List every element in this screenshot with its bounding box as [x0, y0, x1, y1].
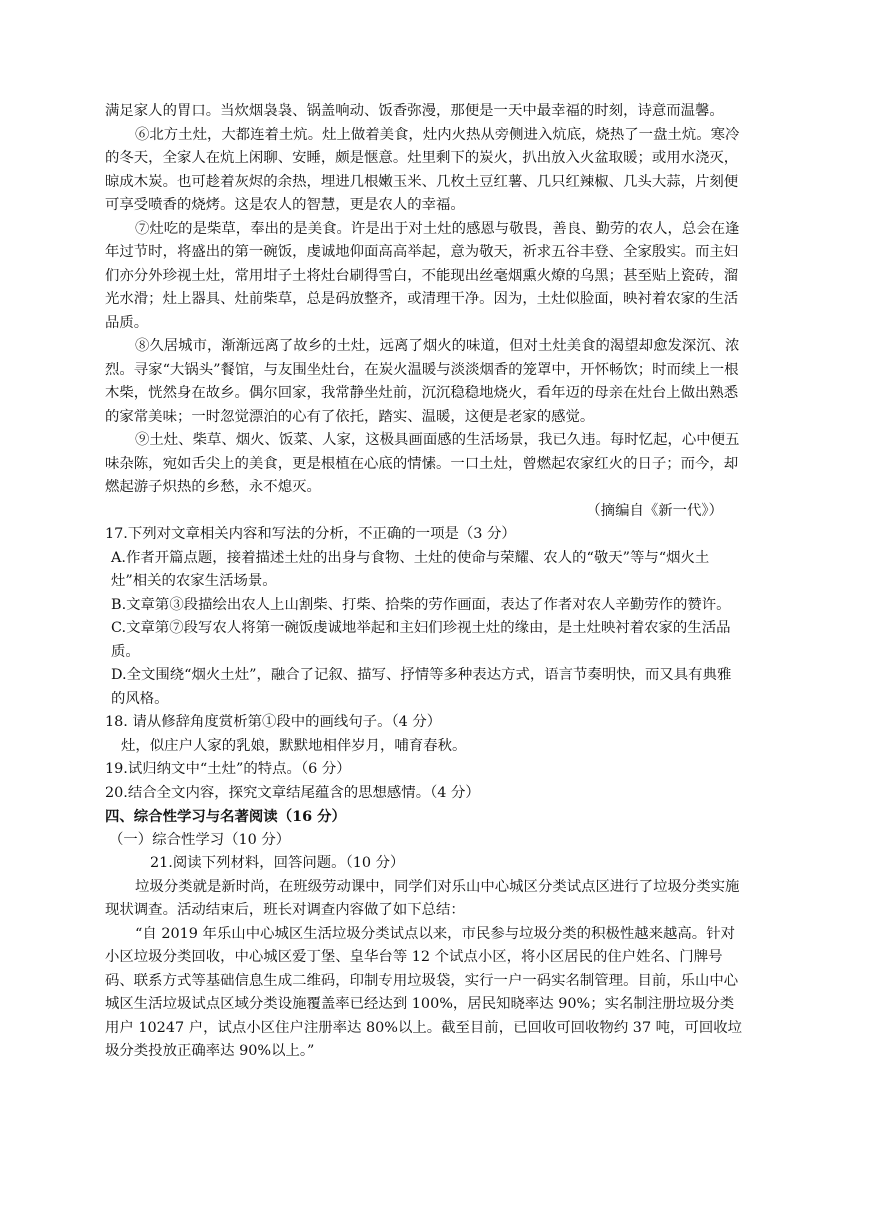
question-18-quoted-sentence: 灶，似庄户人家的乳娘，默默地相伴岁月，哺育春秋。: [121, 737, 467, 754]
paragraph-7: ⑦灶吃的是柴草，奉出的是美食。许是出于对土灶的感恩与敬畏，善良、勤劳的农人，总会在逢年过节时，将盛出的第一碗饭，虔诚地仰面高高举起，意为敬天，祈求五谷丰登、全家殷实。而主妇们亦分外珍视土灶，常用坩子土将灶台刷得雪白，不能现出丝毫烟熏火燎的乌黑；甚至贴上瓷砖，溜光水滑；灶上器具、灶前柴草，总是码放整齐，或清理干净。因为，土灶似脸面，映衬着农家的生活品质。: [105, 220, 740, 331]
paragraph-9: ⑨土灶、柴草、烟火、饭菜、人家，这极具画面感的生活场景，我已久违。每时忆起，心中便五味杂陈，宛如舌尖上的美食，更是根植在心底的情愫。一口土灶，曾燃起农家红火的日子；而今，却燃起游子炽热的乡愁，永不熄灭。: [105, 432, 740, 495]
question-18: 18. 请从修辞角度赏析第①段中的画线句子。（4 分）: [105, 714, 442, 730]
document-page: [105, 100, 743, 1064]
question-17-option-a: A.作者开篇点题，接着描述土灶的出身与食物、土灶的使命与荣耀、农人的“敬天”等与“烟火土灶”相关的农家生活场景。: [111, 549, 710, 589]
question-21-intro: 垃圾分类就是新时尚，在班级劳动课中，同学们对乐山中心城区分类试点区进行了垃圾分类实施现状调查。活动结束后，班长对调查内容做了如下总结：: [105, 878, 740, 918]
question-20: 20.结合全文内容，探究文章结尾蕴含的思想感情。（4 分）: [105, 784, 480, 801]
section-4-subtitle: （一）综合性学习（10 分）: [109, 831, 291, 848]
question-21-quote: “自 2019 年乐山中心城区生活垃圾分类试点以来，市民参与垃圾分类的积极性越来越高。针对小区垃圾分类回收，中心城区爱丁堡、皇华台等 12 个试点小区，将小区居民的住户姓名、门牌号码、联系方式等基础信息生成二维码，印制专用垃圾袋，实行一户一码实名制管理。目前，乐山中心城区生活垃圾试点区域分类设施覆盖率已经达到 100%，居民知晓率达 90%；实名制注册垃圾分类用户 10247 户，试点小区住户注册率达 80%以上。截至目前，已回收可回收物约 37 吨，可回收垃圾分类投放正确率达 90%以上。”: [105, 925, 743, 1059]
question-17: 17.下列对文章相关内容和写法的分析，不正确的一项是（3 分）: [105, 526, 516, 542]
question-19: 19.试归纳文中“土灶”的特点。（6 分）: [105, 761, 351, 777]
paragraph-5-tail: 满足家人的胃口。当炊烟袅袅、锅盖响动、饭香弥漫，那便是一天中最幸福的时刻，诗意而温馨。: [105, 103, 724, 119]
paragraph-8: ⑧久居城市，渐渐远离了故乡的土灶，远离了烟火的味道，但对土灶美食的渴望却愈发深沉、浓烈。寻家“大锅头”餐馆，与友围坐灶台，在炭火温暖与淡淡烟香的笼罩中，开怀畅饮；时而续上一根木柴，恍然身在故乡。偶尔回家，我常静坐灶前，沉沉稳稳地烧火，看年迈的母亲在灶台上做出熟悉的家常美味；一时忽觉漂泊的心有了依托，踏实、温暖，这便是老家的感觉。: [105, 338, 740, 425]
section-4-title: 四、综合性学习与名著阅读（16 分）: [105, 808, 346, 825]
question-17-option-b: B.文章第③段描绘出农人上山割柴、打柴、拾柴的劳作画面，表达了作者对农人辛勤劳作的赞许。: [111, 596, 731, 613]
paragraph-6: ⑥北方土灶，大都连着土炕。灶上做着美食，灶内火热从旁侧进入炕底，烧热了一盘土炕。寒冷的冬天，全家人在炕上闲聊、安睡，颇是惬意。灶里剩下的炭火，扒出放入火盆取暖；或用水浇灭，晾成木炭。也可趁着灰烬的余热，埋进几根嫩玉米、几枚土豆红薯、几只红辣椒、几头大蒜，片刻便可享受喷香的烧烤。这是农人的智慧，更是农人的幸福。: [105, 126, 740, 213]
question-21: 21.阅读下列材料，回答问题。（10 分）: [150, 855, 405, 871]
article-source: （摘编自《新一代》）: [586, 502, 723, 519]
question-17-option-d: D.全文围绕“烟火土灶”，融合了记叙、描写、抒情等多种表达方式，语言节奏明快，而又具有典雅的风格。: [111, 667, 732, 707]
question-17-option-c: C.文章第⑦段写农人将第一碗饭虔诚地举起和主妇们珍视土灶的缘由，是土灶映衬着农家的生活品质。: [111, 620, 731, 660]
